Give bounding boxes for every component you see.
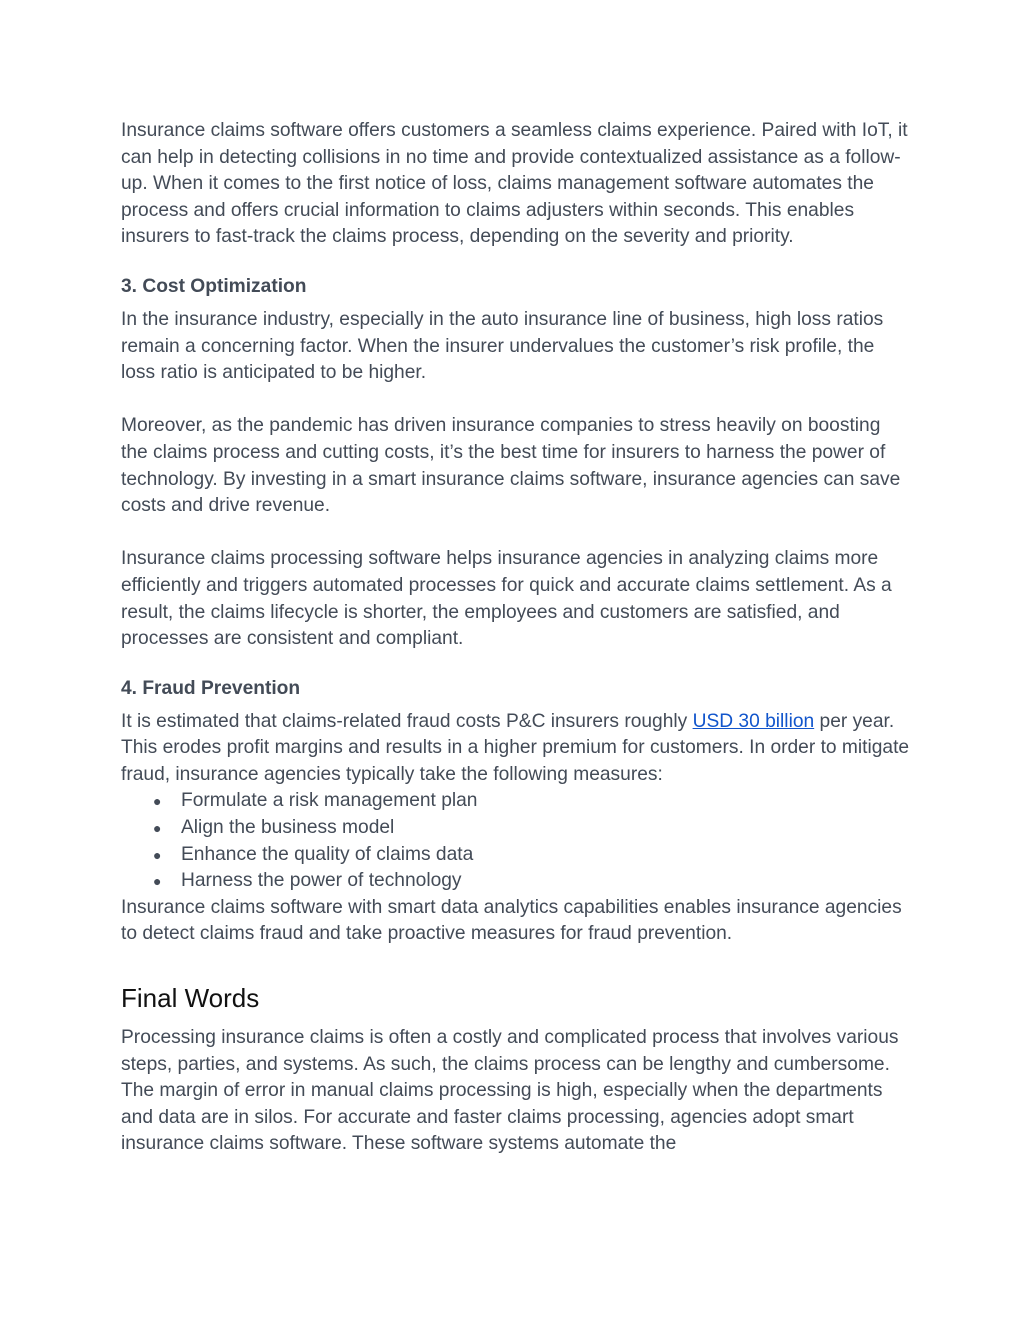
bullet-icon: ● [153,846,162,863]
fraud-intro-text-after: per year. This erodes profit margins and results in a higher premium for customers. In order to mitigate fraud, insurance agencies typically take the following measures: [121,710,910,785]
list-item-text: Formulate a risk management plan [181,790,478,812]
bullet-icon: ● [153,873,162,890]
fraud-closing-paragraph: Insurance claims software with smart data analytics capabilities enables insurance agencies to detect claims fraud and take proactive measures for fraud prevention. [121,896,902,945]
list-item [121,842,911,869]
bullet-icon: ● [153,793,162,810]
list-item-text: Align the business model [181,817,395,839]
fraud-intro-text-before: It is estimated that claims-related fraud costs P&C insurers roughly [121,710,693,732]
section-heading-fraud-prevention: 4. Fraud Prevention [121,677,301,699]
final-words-paragraph: Processing insurance claims is often a costly and complicated process that involves various steps, parties, and systems. As such, the claims process can be lengthy and cumbersome. The margin of error in manual claims processing is high, especially when the departments and data are in silos. For accurate and faster claims processing, agencies adopt smart insurance claims software. These software systems automate the [121,1027,899,1155]
fraud-measures-list [121,788,911,894]
cost-paragraph-2: Moreover, as the pandemic has driven insurance companies to stress heavily on boosting the claims process and cutting costs, it’s the best time for insurers to harness the power of technology. By investing in a smart insurance claims software, insurance agencies can save costs and drive revenue. [121,415,901,517]
list-item [121,788,911,815]
bullet-icon: ● [153,820,162,837]
usd-30-billion-link[interactable]: USD 30 billion [692,710,815,732]
list-item [121,868,911,895]
document-page [121,118,911,1158]
cost-paragraph-3: Insurance claims processing software helps insurance agencies in analyzing claims more efficiently and triggers automated processes for quick and accurate claims settlement. As a result, the claims lifecycle is shorter, the employees and customers are satisfied, and processes are consistent and compliant. [121,548,892,650]
intro-paragraph: Insurance claims software offers customers a seamless claims experience. Paired with IoT, it can help in detecting collisions in no time and provide contextualized assistance as a follow-up. When it comes to the first notice of loss, claims management software automates the process and offers crucial information to claims adjusters within seconds. This enables insurers to fast-track the claims process, depending on the severity and priority. [121,120,908,248]
list-item [121,815,911,842]
list-item-text: Enhance the quality of claims data [181,843,474,865]
paragraph-gap [121,520,911,547]
list-item-text: Harness the power of technology [181,870,462,892]
section-heading-final-words: Final Words [121,983,260,1014]
cost-paragraph-1: In the insurance industry, especially in the auto insurance line of business, high loss ratios remain a concerning factor. When the insurer undervalues the customer’s risk profile, the loss ratio is anticipated to be higher. [121,308,884,384]
fraud-intro-paragraph [121,709,911,789]
paragraph-gap [121,387,911,414]
section-heading-cost-optimization: 3. Cost Optimization [121,275,307,297]
